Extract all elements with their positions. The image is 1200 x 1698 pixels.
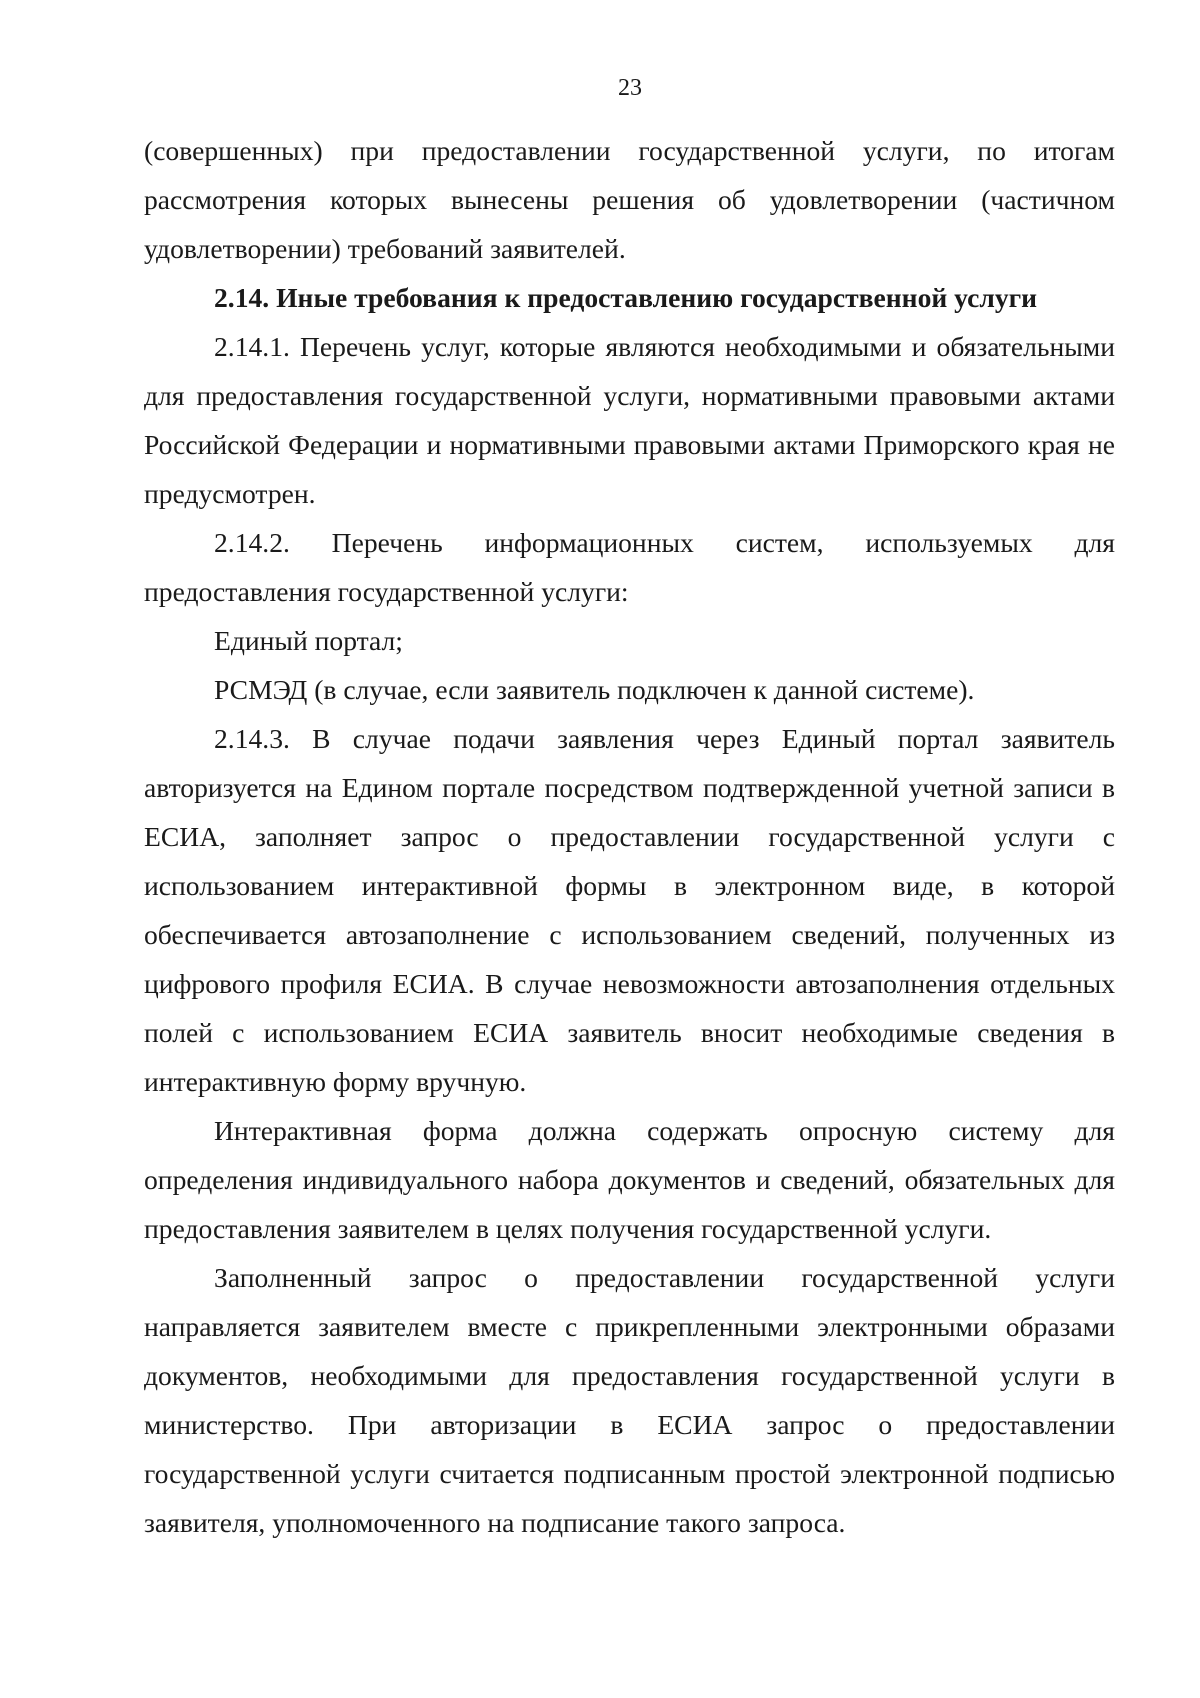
paragraph-interactive-form: Интерактивная форма должна содержать опросную систему для определения индивидуального набора документов и сведений, обязательных для предоставления заявителем в целях получения государственной услуги. bbox=[144, 1115, 1115, 1244]
paragraph-2-14-3: 2.14.3. В случае подачи заявления через Единый портал заявитель авторизуется на Едином портале посредством подтвержденной учетной записи в ЕСИА, заполняет запрос о предоставлении государственной услуги с использованием интерактивной формы в электронном виде, в которой обеспечивается автозаполнение с использованием сведений, полученных из цифрового профиля ЕСИА. В случае невозможности автозаполнения отдельных полей с использованием ЕСИА заявитель вносит необходимые сведения в интерактивную форму вручную. bbox=[144, 723, 1115, 1097]
paragraph-filled-request: Заполненный запрос о предоставлении государственной услуги направляется заявителем вместе с прикрепленными электронными образами документов, необходимыми для предоставления государственной услуги в министерство. При авторизации в ЕСИА запрос о предоставлении государственной услуги считается подписанным простой электронной подписью заявителя, уполномоченного на подписание такого запроса. bbox=[144, 1262, 1115, 1538]
list-item-portal: Единый портал; bbox=[214, 625, 403, 656]
document-body bbox=[144, 126, 1115, 1547]
section-heading: 2.14. Иные требования к предоставлению государственной услуги bbox=[214, 282, 1038, 313]
list-item-rsmed: РСМЭД (в случае, если заявитель подключен к данной системе). bbox=[214, 674, 975, 705]
page-number: 23 bbox=[618, 75, 642, 101]
paragraph-2-14-1: 2.14.1. Перечень услуг, которые являются необходимыми и обязательными для предоставления государственной услуги, нормативными правовыми актами Российской Федерации и нормативными правовыми актами Приморского края не предусмотрен. bbox=[144, 331, 1115, 509]
paragraph-continuation: (совершенных) при предоставлении государственной услуги, по итогам рассмотрения которых вынесены решения об удовлетворении (частичном удовлетворении) требований заявителей. bbox=[144, 135, 1115, 264]
paragraph-2-14-2: 2.14.2. Перечень информационных систем, используемых для предоставления государственной услуги: bbox=[144, 527, 1115, 607]
